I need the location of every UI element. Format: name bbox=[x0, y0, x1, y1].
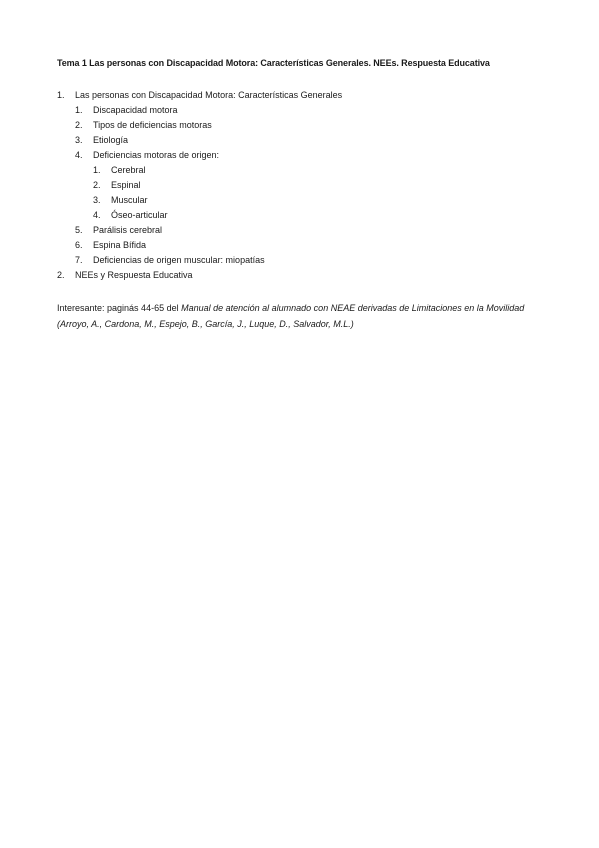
list-number: 3. bbox=[75, 135, 83, 145]
list-number: 1. bbox=[93, 165, 101, 175]
note-reference: Manual de atención al alumnado con NEAE derivadas de Limitaciones en la Movilidad (Arroyo, A., Cardona, M., Espejo, B., García, J., Luque, D., Salvador, M.L.) bbox=[57, 303, 525, 329]
list-number: 5. bbox=[75, 225, 83, 235]
list-number: 2. bbox=[57, 270, 65, 280]
list-label: Deficiencias motoras de origen: bbox=[93, 150, 220, 160]
list-label: Discapacidad motora bbox=[93, 105, 178, 115]
list-label: Óseo-articular bbox=[111, 210, 168, 220]
note-prefix: Interesante: paginás 44-65 del bbox=[57, 303, 182, 313]
list-number: 4. bbox=[75, 150, 83, 160]
list-label: NEEs y Respuesta Educativa bbox=[75, 270, 193, 280]
list-label: Espina Bífida bbox=[93, 240, 147, 250]
list-label: Tipos de deficiencias motoras bbox=[93, 120, 212, 130]
list-label: Etiología bbox=[93, 135, 129, 145]
reference-note bbox=[57, 300, 557, 332]
list-label: Parálisis cerebral bbox=[93, 225, 163, 235]
list-number: 1. bbox=[75, 105, 83, 115]
list-number: 7. bbox=[75, 255, 83, 265]
list-number: 3. bbox=[93, 195, 101, 205]
list-label: Cerebral bbox=[111, 165, 146, 175]
list-number: 2. bbox=[93, 180, 101, 190]
list-label: Muscular bbox=[111, 195, 148, 205]
list-label: Espinal bbox=[111, 180, 141, 190]
list-number: 6. bbox=[75, 240, 83, 250]
list-number: 4. bbox=[93, 210, 101, 220]
list-number: 2. bbox=[75, 120, 83, 130]
list-label: Deficiencias de origen muscular: miopatías bbox=[93, 255, 265, 265]
list-label: Las personas con Discapacidad Motora: Características Generales bbox=[75, 90, 343, 100]
list-number: 1. bbox=[57, 90, 65, 100]
document-title: Tema 1 Las personas con Discapacidad Motora: Características Generales. NEEs. Respuesta Educativa bbox=[57, 58, 490, 68]
